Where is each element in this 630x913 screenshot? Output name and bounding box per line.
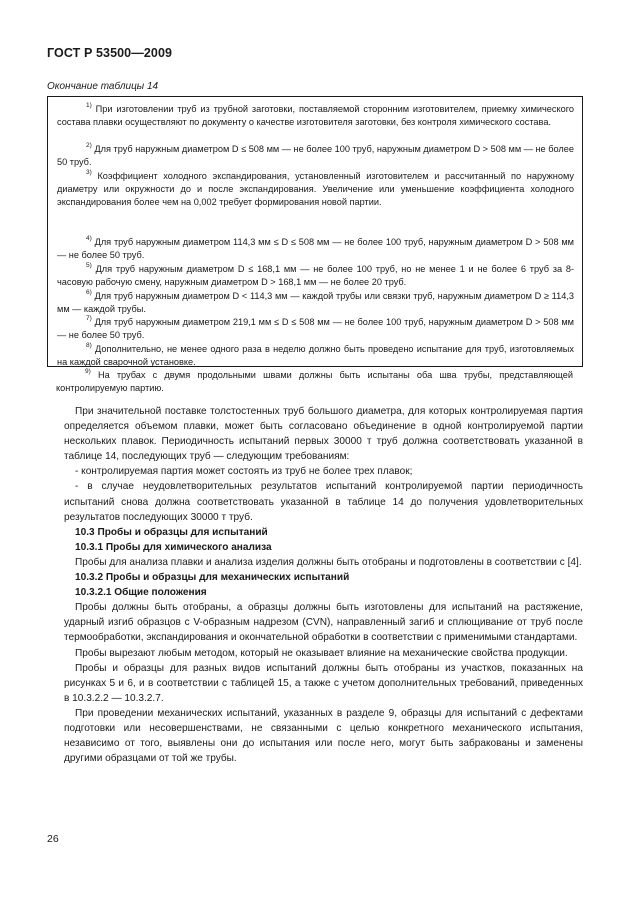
footnote-5 xyxy=(57,263,574,289)
paragraph: Пробы для анализа плавки и анализа изделия должны быть отобраны и подготовлены в соответствии с [4]. xyxy=(75,556,582,568)
footnote-text: Для труб наружным диаметром D < 114,3 мм — каждой трубы или связки труб, наружным диаметром D ≥ 114,3 мм — каждой трубы. xyxy=(57,291,574,315)
footnote-text: Для труб наружным диаметром D ≤ 168,1 мм — не более 100 труб, но не менее 1 и не более 6 труб за 8-часовую рабочую смену, наружным диаметром D > 168,1 мм — не более 20 труб. xyxy=(57,264,574,288)
section-heading: 10.3 Пробы и образцы для испытаний xyxy=(75,526,268,538)
main-text xyxy=(64,404,583,766)
footnote-4 xyxy=(57,236,574,262)
footnote-2 xyxy=(57,143,574,169)
footnote-text: Коэффициент холодного экспандирования, установленный изготовителем и рассчитанный по наружному диаметру или окружности до и после экспандирования. Увеличение или уменьшение коэффициента холодного экспандирования более чем на 0,002 требует формирования новой партии. xyxy=(57,171,574,208)
footnote-1 xyxy=(57,103,574,129)
footnote-number: 3) xyxy=(86,169,92,176)
footnote-number: 4) xyxy=(86,235,92,242)
paragraph: Пробы и образцы для разных видов испытаний должны быть отобраны из участков, показанных на рисунках 5 и 6, и в соответствии с таблицей 15, а также с учетом дополнительных требований, приведенных в 10.3.2.2 — 10.3.2.7. xyxy=(64,662,583,704)
footnote-text: При изготовлении труб из трубной заготовки, поставляемой сторонним изготовителем, приемку химического состава плавки осуществляют по документу о качестве изготовителя заготовки, без контроля химического состава. xyxy=(57,104,574,128)
footnote-number: 8) xyxy=(86,342,92,349)
footnote-text: Для труб наружным диаметром 114,3 мм ≤ D ≤ 508 мм — не более 100 труб, наружным диаметром D > 508 мм — не более 50 труб. xyxy=(57,237,574,261)
section-heading: 10.3.1 Пробы для химического анализа xyxy=(75,541,272,553)
footnote-6 xyxy=(57,290,574,316)
footnote-text: На трубах с двумя продольными швами должны быть испытаны оба шва трубы, представляющей контролируемую партию. xyxy=(56,370,573,394)
footnote-number: 1) xyxy=(86,102,92,109)
footnote-number: 9) xyxy=(85,368,91,375)
page-number: 26 xyxy=(47,833,59,845)
footnote-text: Для труб наружным диаметром 219,1 мм ≤ D ≤ 508 мм — не более 100 труб, наружным диаметром D > 508 мм — не более 50 труб. xyxy=(57,317,574,341)
footnote-text: Дополнительно, не менее одного раза в неделю должно быть проведено испытание для труб, изготовляемых на каждой сварочной установке. xyxy=(57,344,574,368)
table-footnotes-box xyxy=(47,96,583,367)
footnote-3 xyxy=(57,170,574,209)
footnote-9 xyxy=(56,369,573,395)
paragraph: При проведении механических испытаний, указанных в разделе 9, образцы для испытаний с дефектами подготовки или несовершенствами, не связанными с целью конкретного механического испытания, независимо от того, выявлены они до испытания или после него, могут быть забракованы и заменены другими образцами от той же трубы. xyxy=(64,707,583,765)
footnote-7 xyxy=(57,316,574,342)
footnote-number: 5) xyxy=(86,262,92,269)
table-caption: Окончание таблицы 14 xyxy=(47,81,159,92)
paragraph: При значительной поставке толстостенных труб большого диаметра, для которых контролируемая партия определяется объемом плавки, может быть согласовано объединение в одной контролируемой партии нескольких плавок. Периодичность испытаний первых 30000 т труб должна соответствовать указанной в таблице 14, последующих труб — следующим требованиям: xyxy=(64,406,583,463)
paragraph: Пробы должны быть отобраны, а образцы должны быть изготовлены для испытаний на растяжение, ударный изгиб образцов с V-образным надрезом (CVN), направленный загиб и сплющивание от труб после термообработки, экспандирования и окончательной обработки в соответствии с применимыми стандартами. xyxy=(64,602,583,644)
document-header: ГОСТ Р 53500—2009 xyxy=(47,46,173,60)
section-heading: 10.3.2 Пробы и образцы для механических испытаний xyxy=(75,572,350,584)
footnote-number: 7) xyxy=(86,315,92,322)
list-item: - контролируемая партия может состоять из труб не более трех плавок; xyxy=(75,466,413,478)
section-heading: 10.3.2.1 Общие положения xyxy=(75,587,207,599)
footnote-8 xyxy=(57,343,574,369)
footnote-number: 6) xyxy=(86,289,92,296)
footnote-text: Для труб наружным диаметром D ≤ 508 мм — не более 100 труб, наружным диаметром D > 508 мм — не более 50 труб. xyxy=(57,144,574,168)
footnote-number: 2) xyxy=(86,142,92,149)
paragraph: Пробы вырезают любым методом, который не оказывает влияние на механические свойства продукции. xyxy=(75,647,568,659)
list-item: - в случае неудовлетворительных результатов испытаний контролируемой партии периодичность испытаний снова должна соответствовать указанной в таблице 14 до получения удовлетворительных результатов последующих 30000 т труб. xyxy=(64,481,583,523)
